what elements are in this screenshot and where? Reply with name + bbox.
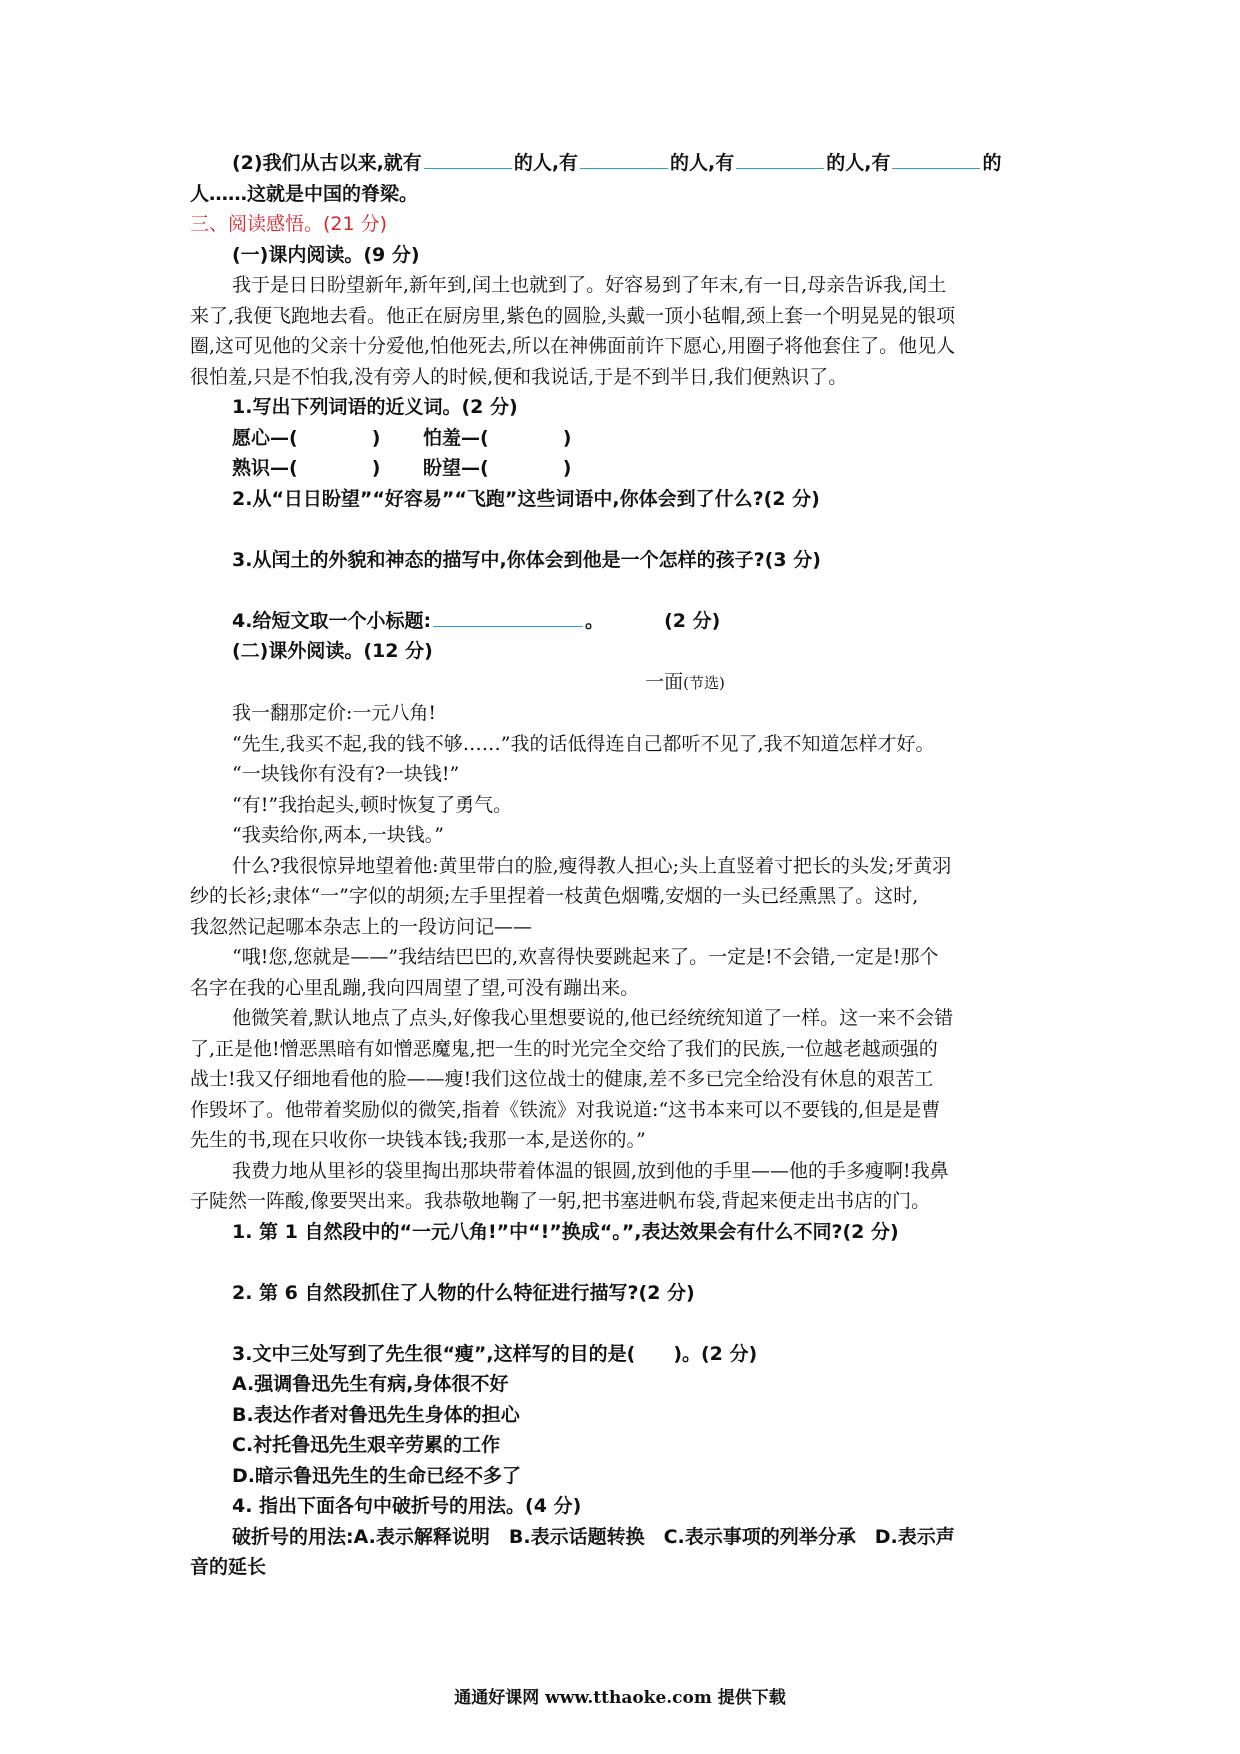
- dash-usage-line-2: 音的延长: [190, 1556, 267, 1578]
- synonym-label: 愿心—(: [232, 426, 298, 449]
- passage-line: 纱的长衫;隶体“一”字似的胡须;左手里捏着一枝黄色烟嘴,安烟的一头已经熏黑了。这时,: [190, 885, 919, 907]
- paren-close: ): [371, 426, 381, 449]
- passage-line: 作毁坏了。他带着奖励似的微笑,指着《铁流》对我说道:“这书本来可以不要钱的,但是是曹: [190, 1098, 941, 1121]
- paren-close: ): [562, 457, 572, 479]
- in-class-reading-title: (一)课内阅读。(9 分): [232, 243, 420, 266]
- question-3: 3.从闰土的外貌和神态的描写中,你体会到他是一个怎样的孩子?(3 分): [232, 548, 821, 571]
- passage-line: 圈,这可见他的父亲十分爱他,怕他死去,所以在神佛面前许下愿心,用圈子将他套住了。他见人: [190, 335, 956, 357]
- q4-score: (2 分): [664, 609, 721, 632]
- question-2: 2.从“日日盼望”“好容易”“飞跑”这些词语中,你体会到了什么?(2 分): [232, 487, 820, 510]
- passage-line: 了,正是他!憎恶黑暗有如憎恶魔鬼,把一生的时光完全交给了我们的民族,一位越老越顽强的: [190, 1037, 938, 1060]
- passage-2-title: [190, 667, 1070, 699]
- synonym-label: 怕羞—(: [423, 426, 489, 449]
- passage-2-title-note: (节选): [683, 673, 725, 692]
- fill-blank[interactable]: [892, 149, 980, 169]
- passage-line: 战士!我又仔细地看他的脸——瘦!我们这位战士的健康,差不多已完全给没有休息的艰苦工: [190, 1068, 934, 1090]
- passage-line: 很怕羞,只是不怕我,没有旁人的时候,便和我说话,于是不到半日,我们便熟识了。: [190, 365, 848, 388]
- answer-area[interactable]: [190, 514, 1070, 545]
- extra-question-1: 1. 第 1 自然段中的“一元八角!”中“!”换成“。”,表达效果会有什么不同?(2 分): [232, 1220, 899, 1243]
- title-blank[interactable]: [433, 607, 583, 627]
- q2-text-2: 的人,有: [513, 152, 579, 174]
- passage-line: 名字在我的心里乱蹦,我向四周望了望,可没有蹦出来。: [190, 976, 640, 999]
- q4-text: 4.给短文取一个小标题:: [232, 609, 432, 632]
- option-c[interactable]: C.衬托鲁迅先生艰辛劳累的工作: [232, 1434, 501, 1456]
- q2-text-5: 的: [982, 152, 1002, 174]
- passage-1: [190, 270, 1070, 392]
- section-3-title: 三、阅读感悟。(21 分): [190, 213, 388, 235]
- synonym-row: [190, 423, 1070, 454]
- question-2-line-2: 人……这就是中国的脊梁。: [190, 182, 419, 205]
- option-a[interactable]: A.强调鲁迅先生有病,身体很不好: [232, 1373, 509, 1395]
- answer-area[interactable]: [190, 1247, 1070, 1278]
- passage-line: 子陡然一阵酸,像要哭出来。我恭敬地鞠了一躬,把书塞进帆布袋,背起来便走出书店的门。: [190, 1190, 931, 1212]
- q2-text-1: (2)我们从古以来,就有: [232, 152, 422, 174]
- page-footer: 通通好课网 www.tthaoke.com 提供下载: [454, 1688, 786, 1708]
- q2-text-3: 的人,有: [670, 152, 735, 174]
- fill-blank[interactable]: [736, 149, 824, 169]
- q4-period: 。: [585, 609, 605, 632]
- passage-line: 我于是日日盼望新年,新年到,闰土也就到了。好容易到了年末,有一日,母亲告诉我,闰土: [232, 274, 947, 296]
- fill-blank[interactable]: [424, 149, 512, 169]
- passage-line: “哦!您,您就是——”我结结巴巴的,欢喜得快要跳起来了。一定是!不会错,一定是!那个: [232, 946, 939, 968]
- question-4: [190, 606, 1070, 637]
- passage-line: 他微笑着,默认地点了点头,好像我心里想要说的,他已经统统知道了一样。这一来不会错: [232, 1007, 954, 1029]
- question-2-line-1: [190, 148, 1070, 179]
- question-1: 1.写出下列词语的近义词。(2 分): [232, 396, 518, 418]
- passage-line: “有!”我抬起头,顿时恢复了勇气。: [232, 793, 513, 816]
- passage-line: “一块钱你有没有?一块钱!”: [232, 763, 460, 785]
- answer-area[interactable]: [190, 1308, 1070, 1339]
- paren-close: ): [562, 426, 572, 449]
- paren-close: ): [371, 457, 381, 479]
- passage-line: 来了,我便飞跑地去看。他正在厨房里,紫色的圆脸,头戴一顶小毡帽,颈上套一个明晃晃的银项: [190, 304, 956, 327]
- passage-2: [190, 698, 1070, 1217]
- synonym-label: 熟识—(: [232, 457, 298, 479]
- extra-reading-title: (二)课外阅读。(12 分): [232, 640, 433, 662]
- synonym-label: 盼望—(: [423, 457, 489, 479]
- dash-usage-line-1: 破折号的用法:A.表示解释说明 B.表示话题转换 C.表示事项的列举分承 D.表示声: [232, 1525, 955, 1548]
- passage-line: “我卖给你,两本,一块钱。”: [232, 824, 445, 846]
- synonym-row: [190, 453, 1070, 484]
- fill-blank[interactable]: [580, 149, 668, 169]
- passage-line: 我费力地从里衫的袋里掏出那块带着体温的银圆,放到他的手里——他的手多瘦啊!我鼻: [232, 1159, 949, 1182]
- q2-text-4: 的人,有: [826, 152, 891, 174]
- passage-line: 先生的书,现在只收你一块钱本钱;我那一本,是送你的。”: [190, 1129, 646, 1151]
- extra-question-2: 2. 第 6 自然段抓住了人物的什么特征进行描写?(2 分): [232, 1281, 695, 1304]
- passage-line: 我忽然记起哪本杂志上的一段访问记——: [190, 915, 533, 938]
- exam-page: [190, 148, 1070, 1583]
- passage-line: “先生,我买不起,我的钱不够……”我的话低得连自己都听不见了,我不知道怎样才好。: [232, 732, 935, 755]
- passage-line: 我一翻那定价:一元八角!: [232, 702, 437, 724]
- extra-question-4: 4. 指出下面各句中破折号的用法。(4 分): [232, 1495, 582, 1517]
- option-d[interactable]: D.暗示鲁迅先生的生命已经不多了: [232, 1464, 521, 1487]
- option-b[interactable]: B.表达作者对鲁迅先生身体的担心: [232, 1403, 520, 1426]
- passage-2-title-text: 一面: [645, 670, 684, 693]
- answer-area[interactable]: [190, 575, 1070, 606]
- extra-question-3: 3.文中三处写到了先生很“瘦”,这样写的目的是( )。(2 分): [232, 1342, 758, 1365]
- passage-line: 什么?我很惊异地望着他:黄里带白的脸,瘦得教人担心;头上直竖着寸把长的头发;牙黄羽: [232, 854, 952, 877]
